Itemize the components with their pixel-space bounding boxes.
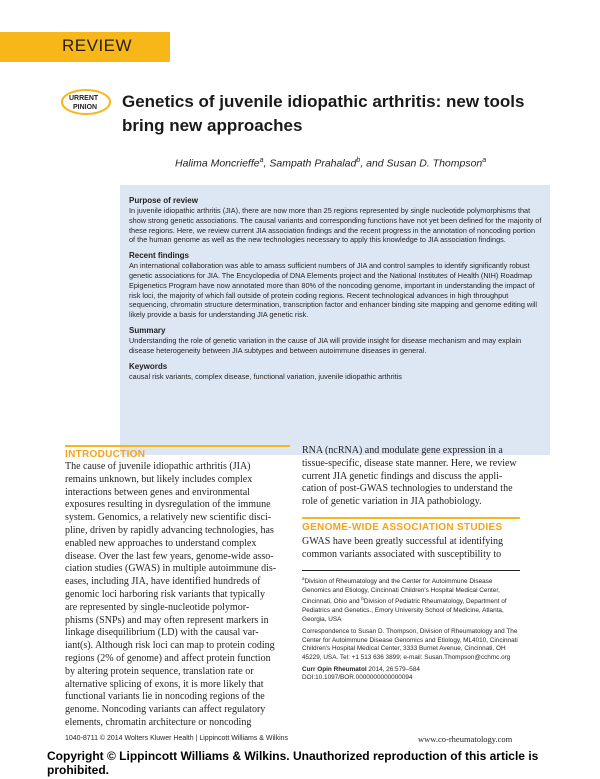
journal-name: Curr Opin Rheumatol xyxy=(302,665,367,673)
text-line: system. Genomics, a relatively new scientific disci- xyxy=(65,512,272,524)
abstract-findings-heading: Recent findings xyxy=(129,251,190,261)
intro-heading: INTRODUCTION xyxy=(65,449,146,460)
affiliation-block xyxy=(302,575,520,624)
text-line: by altering protein sequence, translation rate or xyxy=(65,665,254,677)
footer-url[interactable]: www.co-rheumatology.com xyxy=(418,734,513,744)
affil-a-sup: a xyxy=(302,576,305,581)
author-name: Halima Moncrieffe xyxy=(175,157,260,170)
text-line: functional variants lie in noncoding regions of the xyxy=(65,691,265,703)
abstract-keywords-text: causal risk variants, complex disease, functional variation, juvenile idiopathic arthritis xyxy=(129,371,402,381)
text-line: tissue-specific, disease state manner. Here, we review xyxy=(302,457,517,469)
text-line: elements, chromatin architecture or noncoding xyxy=(65,716,252,728)
text-line: disease. Over the last few years, genome-wide asso- xyxy=(65,550,274,562)
text-line: current JIA genetic findings and discuss the appli- xyxy=(302,470,503,482)
text-line: common variants associated with susceptibility to xyxy=(302,548,502,560)
affil-b: Division of Pediatric Rheumatology, Department of Pediatrics and Genetics., Emory University School of Medicine, Atlanta, Georgia, USA xyxy=(302,598,507,623)
right-col-body xyxy=(302,445,520,509)
intro-body xyxy=(65,461,290,730)
text-line: cation of post-GWAS technologies to understand the xyxy=(302,483,513,495)
text-line: iant(s). Although risk loci can map to protein coding xyxy=(65,640,275,652)
author-affil: b xyxy=(356,157,361,164)
logo-line1: URRENT xyxy=(69,95,99,102)
text-line: genome. Noncoding variants can affect regulatory xyxy=(65,704,266,716)
gwas-body xyxy=(302,536,520,562)
text-line: regions (2% of genome) and affect protein function xyxy=(65,652,271,664)
logo-line2: PINION xyxy=(73,104,98,111)
citation-line xyxy=(302,666,520,675)
copyright-notice: Copyright © Lippincott Williams & Wilkins. Unauthorized reproduction of this article is prohibited. xyxy=(47,749,539,777)
affil-a: Division of Rheumatology and the Center for Autoimmune Disease Genomics and Etiology, Cincinnati Children's Hospital Medical Center, Cincinnati, Ohio and xyxy=(302,578,500,606)
text-line: The cause of juvenile idiopathic arthritis (JIA) xyxy=(65,461,251,472)
author-affil: a xyxy=(259,157,264,164)
text-line: genomic loci harboring risk variants that typically xyxy=(65,588,265,600)
doi: DOI:10.1097/BOR.0000000000000094 xyxy=(302,674,413,682)
text-line: enabled new approaches to understand complex xyxy=(65,537,257,549)
text-line: remains unknown, but likely includes complex xyxy=(65,473,253,485)
text-line: eases, including JIA, have identified hundreds of xyxy=(65,576,261,588)
abstract-summary-text: Understanding the role of genetic variation in the cause of JIA will provide insight for disease mechanism and may explain disease heterogeneity between JIA subtypes and between autoimmune diseases in general. xyxy=(129,335,522,355)
text-line: phisms (SNPs) and may often represent markers in xyxy=(65,614,269,626)
text-line: interactions between genes and environmental xyxy=(65,486,250,498)
abstract-keywords-heading: Keywords xyxy=(129,361,168,371)
abstract-findings-text: An international collaboration was able to amass sufficient numbers of JIA and control samples to identify significantly robust genetic associations for JIA. The Encyclopedia of DNA Elements project and the National Institutes of Health (NIH) Roadmap Epigenetics Program have now annotated more than 80% of the noncoding genome, important in understanding the impact of risk loci, the majority of which fall outside of protein coding regions. Recent technological advances in high throughput sequencing, chromatin structure determination, transcription factor and enhancer binding site mapping and genome editing will likely provide a basis for understanding JIA genetic risk. xyxy=(129,261,538,320)
citation: 2014, 26:579–584 xyxy=(366,665,420,673)
logo-mark xyxy=(60,88,112,116)
affil-b-sup: b xyxy=(361,596,364,602)
text-line: ciation studies (GWAS) in multiple autoimmune dis- xyxy=(65,563,277,575)
text-line: GWAS have been greatly successful at identifying xyxy=(302,536,504,547)
text-line: RNA (ncRNA) and modulate gene expression in a xyxy=(302,445,503,456)
abstract-box xyxy=(120,185,550,455)
gwas-separator xyxy=(302,517,520,519)
author-affil: a xyxy=(482,157,487,164)
author-name: Sampath Prahalad xyxy=(269,157,357,170)
intro-separator xyxy=(65,445,290,447)
text-line: role of genetic variation in JIA pathobiology. xyxy=(302,496,482,508)
text-line: pline, driven by rapidly advancing technologies, has xyxy=(65,524,274,536)
abstract-summary-heading: Summary xyxy=(129,325,166,335)
text-line: linkage disequilibrium (LD) with the causal var- xyxy=(65,627,259,639)
footer-left: 1040-8711 © 2014 Wolters Kluwer Health | Lippincott Williams & Wilkins xyxy=(65,735,289,742)
footnote-rule xyxy=(302,570,520,571)
text-line: are represented by single-nucleotide polymor- xyxy=(65,601,250,613)
abstract-purpose-text: In juvenile idiopathic arthritis (JIA), there are now more than 25 regions represented by single nucleotide polymorphisms that show strong genetic associations. The causal variants and corresponding functions have not yet been defined for the majority of these regions. Here, we review current JIA association findings and the recent progress in the annotation of noncoding portion of the human genome as well as the new technologies necessary to apply this knowledge to JIA association findings. xyxy=(129,206,542,245)
section-tag xyxy=(0,32,170,62)
gwas-heading: GENOME-WIDE ASSOCIATION STUDIES xyxy=(302,522,503,533)
author-list xyxy=(175,157,486,170)
author-name: Susan D. Thompson xyxy=(386,157,483,170)
article-title: Genetics of juvenile idiopathic arthritis: new tools bring new approaches xyxy=(122,92,525,135)
text-line: alternative splicing of exons, it is more likely that xyxy=(65,678,264,690)
current-opinion-logo xyxy=(60,88,112,116)
correspondence: Correspondence to Susan D. Thompson, Division of Rheumatology and The Center for Autoimmune Disease Genomics and Etiology, ML4010, Cincinnati Children's Hospital Medical Center, 3333 Burnet Avenue, Cincinnati, OH 45229, USA. Tel: +1 513 636 3899; e-mail: Susan.Thompson@cchmc.org xyxy=(302,628,518,661)
text-line: exposures resulting in dysregulation of the immune xyxy=(65,499,271,511)
section-tag-label: REVIEW xyxy=(62,36,133,55)
footnotes xyxy=(302,575,520,683)
author-sep: , and xyxy=(360,157,387,170)
abstract-purpose-heading: Purpose of review xyxy=(129,196,198,205)
author-sep: , xyxy=(263,157,270,170)
